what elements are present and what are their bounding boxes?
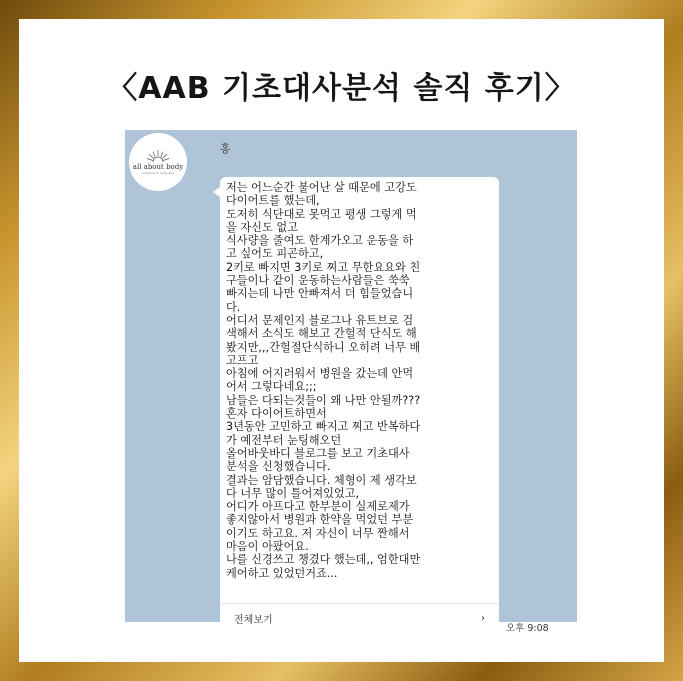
message-line: 다 너무 많이 틀어져있었고, bbox=[226, 486, 360, 500]
message-line: 올어바웃바디 블로그를 보고 기초대사 bbox=[226, 446, 410, 460]
page-title: 〈AAB 기초대사분석 솔직 후기〉 bbox=[107, 71, 576, 106]
content-panel bbox=[19, 19, 664, 662]
message-line: 좋지않아서 병원과 한약을 먹었던 부분 bbox=[226, 513, 414, 527]
avatar-logo-text: all about body bbox=[132, 163, 184, 171]
message-line: 아침에 어지러워서 병원을 갔는데 안먹 bbox=[226, 367, 414, 381]
avatar-logo-subtext: nutrition & body diet bbox=[141, 171, 175, 175]
sender-name: 홍 bbox=[220, 142, 231, 155]
avatar[interactable] bbox=[129, 133, 187, 191]
message-line: 3년동안 고민하고 빠지고 찌고 반복하다 bbox=[226, 420, 421, 434]
message-line: 을 자신도 없고 bbox=[226, 220, 298, 234]
chevron-right-icon: › bbox=[481, 613, 485, 624]
message-line: 마음이 아팠어요. bbox=[226, 540, 309, 554]
message-line: 이기도 하고요. 저 자신이 너무 짠해서 bbox=[226, 526, 410, 540]
message-line: 도저히 식단대로 못먹고 평생 그렇게 먹 bbox=[226, 207, 417, 221]
message-line: 어디가 아프다고 한부분이 실제로제가 bbox=[226, 500, 410, 514]
sunburst-logo-icon bbox=[144, 149, 172, 163]
message-line: 분석을 신청했습니다. bbox=[226, 460, 331, 474]
message-line: 저는 어느순간 불어난 살 때문에 고강도 bbox=[226, 181, 417, 194]
message-line: 고프고 bbox=[226, 353, 259, 367]
message-line: 고 싶어도 피곤하고, bbox=[226, 247, 324, 261]
message-text bbox=[226, 181, 494, 580]
message-bubble bbox=[220, 177, 499, 633]
view-all-button[interactable] bbox=[220, 604, 499, 633]
message-line: 어디서 문제인지 블로그나 유트브로 검 bbox=[226, 313, 414, 327]
message-line: 케어하고 있었던거죠... bbox=[226, 566, 338, 580]
chat-screenshot bbox=[125, 130, 577, 634]
message-line: 2키로 빠지면 3키로 찌고 무한요요와 친 bbox=[226, 260, 421, 274]
message-line: 다이어트를 했는데, bbox=[226, 194, 320, 208]
message-line: 색해서 소식도 해보고 간헐적 단식도 해 bbox=[226, 327, 417, 341]
message-line: 빠지는데 나만 안빠져서 더 힘들었습니 bbox=[226, 287, 414, 301]
message-line: 구들이나 같이 운동하는사람들은 쑥쑥 bbox=[226, 274, 410, 288]
message-line: 가 예전부터 눈팅해오던 bbox=[226, 433, 342, 447]
message-line: 남들은 다되는것들이 왜 나만 안될까??? bbox=[226, 393, 421, 407]
message-line: 어서 그렇다네요;;; bbox=[226, 380, 317, 394]
message-line: 식사량을 줄여도 한계가오고 운동을 하 bbox=[226, 234, 414, 248]
message-line: 나를 신경쓰고 챙겼다 했는데,, 엄한대만 bbox=[226, 553, 421, 567]
view-all-label: 전체보기 bbox=[234, 615, 273, 626]
message-line: 결과는 암담했습니다. 체형이 제 생각보 bbox=[226, 473, 417, 487]
message-line: 혼자 다이어트하면서 bbox=[226, 407, 327, 421]
message-line: 다. bbox=[226, 300, 241, 314]
message-line: 봤지만,,,간헐절단식하니 오히려 너무 배 bbox=[226, 340, 421, 354]
message-timestamp: 오후 9:08 bbox=[506, 623, 549, 634]
